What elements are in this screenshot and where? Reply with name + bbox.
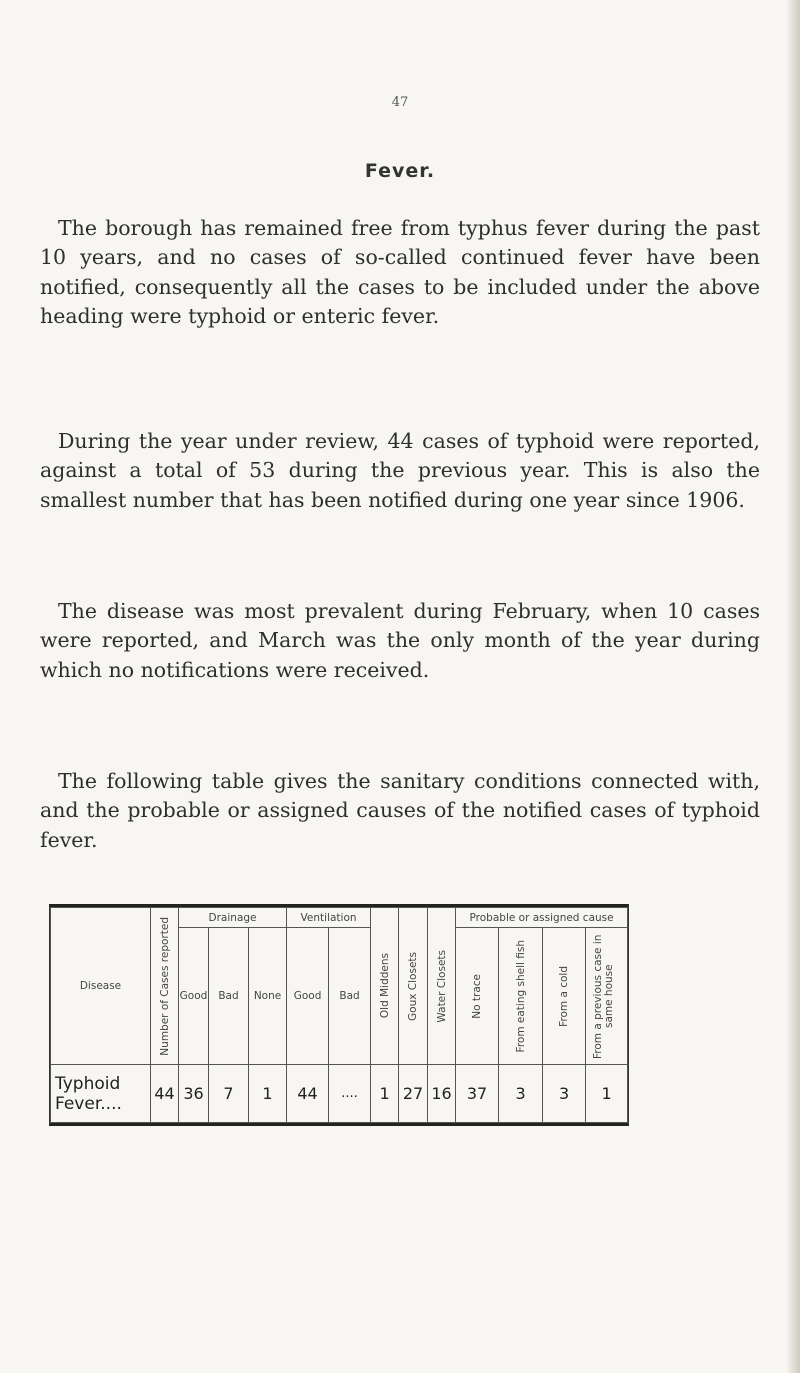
header-ventilation-bad: Bad — [329, 928, 371, 1065]
page-number: 47 — [391, 95, 409, 110]
header-goux-closets-label: Goux Closets — [407, 951, 420, 1021]
header-old-middens-label: Old Middens — [378, 953, 391, 1019]
cell-water-closets: 16 — [428, 1065, 456, 1123]
page-edge-shadow — [786, 0, 800, 1373]
header-probable-cause: Probable or assigned cause — [456, 908, 628, 928]
cell-ventilation-bad: .... — [329, 1065, 371, 1123]
cell-disease-line1: Typhoid — [55, 1073, 121, 1094]
header-cold-label: From a cold — [558, 965, 571, 1027]
header-number-reported — [151, 908, 179, 1065]
cell-old-middens: 1 — [371, 1065, 399, 1123]
header-shell-fish — [499, 928, 543, 1065]
header-previous-case — [586, 928, 628, 1065]
cell-drainage-good: 36 — [179, 1065, 209, 1123]
cell-disease — [51, 1065, 151, 1123]
header-disease: Disease — [51, 908, 151, 1065]
paragraph-4: The following table gives the sanitary conditions connected with, and the probable or assigned causes of the notified cases of typhoid fever. — [40, 769, 760, 852]
section-heading: Fever. — [364, 160, 436, 182]
paragraph-2: During the year under review, 44 cases of typhoid were reported, against a total of 53 during the previous year. This is also the smallest number that has been notified during one year since 1906. — [40, 429, 760, 512]
header-old-middens — [371, 908, 399, 1065]
cell-previous-case: 1 — [586, 1065, 628, 1123]
cell-shell-fish: 3 — [499, 1065, 543, 1123]
cell-cold: 3 — [543, 1065, 586, 1123]
cell-number-reported: 44 — [151, 1065, 179, 1123]
header-ventilation: Ventilation — [287, 908, 371, 928]
cell-drainage-none: 1 — [249, 1065, 287, 1123]
paragraph-3: The disease was most prevalent during February, when 10 cases were reported, and March was the only month of the year during which no notifications were received. — [40, 599, 760, 682]
header-previous-case-label: From a previous case in same house — [591, 933, 615, 1059]
cell-goux-closets: 27 — [399, 1065, 428, 1123]
header-water-closets — [428, 908, 456, 1065]
header-number-reported-label: Number of Cases reported — [158, 916, 171, 1056]
header-no-trace-label: No trace — [471, 973, 484, 1019]
table-row — [51, 1065, 628, 1123]
fever-table — [49, 904, 629, 1126]
cell-drainage-bad: 7 — [209, 1065, 249, 1123]
header-cold — [543, 928, 586, 1065]
header-water-closets-label: Water Closets — [435, 949, 448, 1023]
header-goux-closets — [399, 908, 428, 1065]
header-drainage-good: Good — [179, 928, 209, 1065]
header-no-trace — [456, 928, 499, 1065]
header-drainage: Drainage — [179, 908, 287, 928]
header-ventilation-good: Good — [287, 928, 329, 1065]
header-shell-fish-label: From eating shell fish — [514, 939, 527, 1053]
header-drainage-none: None — [249, 928, 287, 1065]
paragraph-1: The borough has remained free from typhus fever during the past 10 years, and no cases of so-called continued fever have been notified, consequently all the cases to be included under the above heading were typhoid or enteric fever. — [40, 216, 760, 329]
header-drainage-bad: Bad — [209, 928, 249, 1065]
cell-no-trace: 37 — [456, 1065, 499, 1123]
cell-ventilation-good: 44 — [287, 1065, 329, 1123]
cell-disease-line2: Fever.... — [55, 1093, 122, 1114]
